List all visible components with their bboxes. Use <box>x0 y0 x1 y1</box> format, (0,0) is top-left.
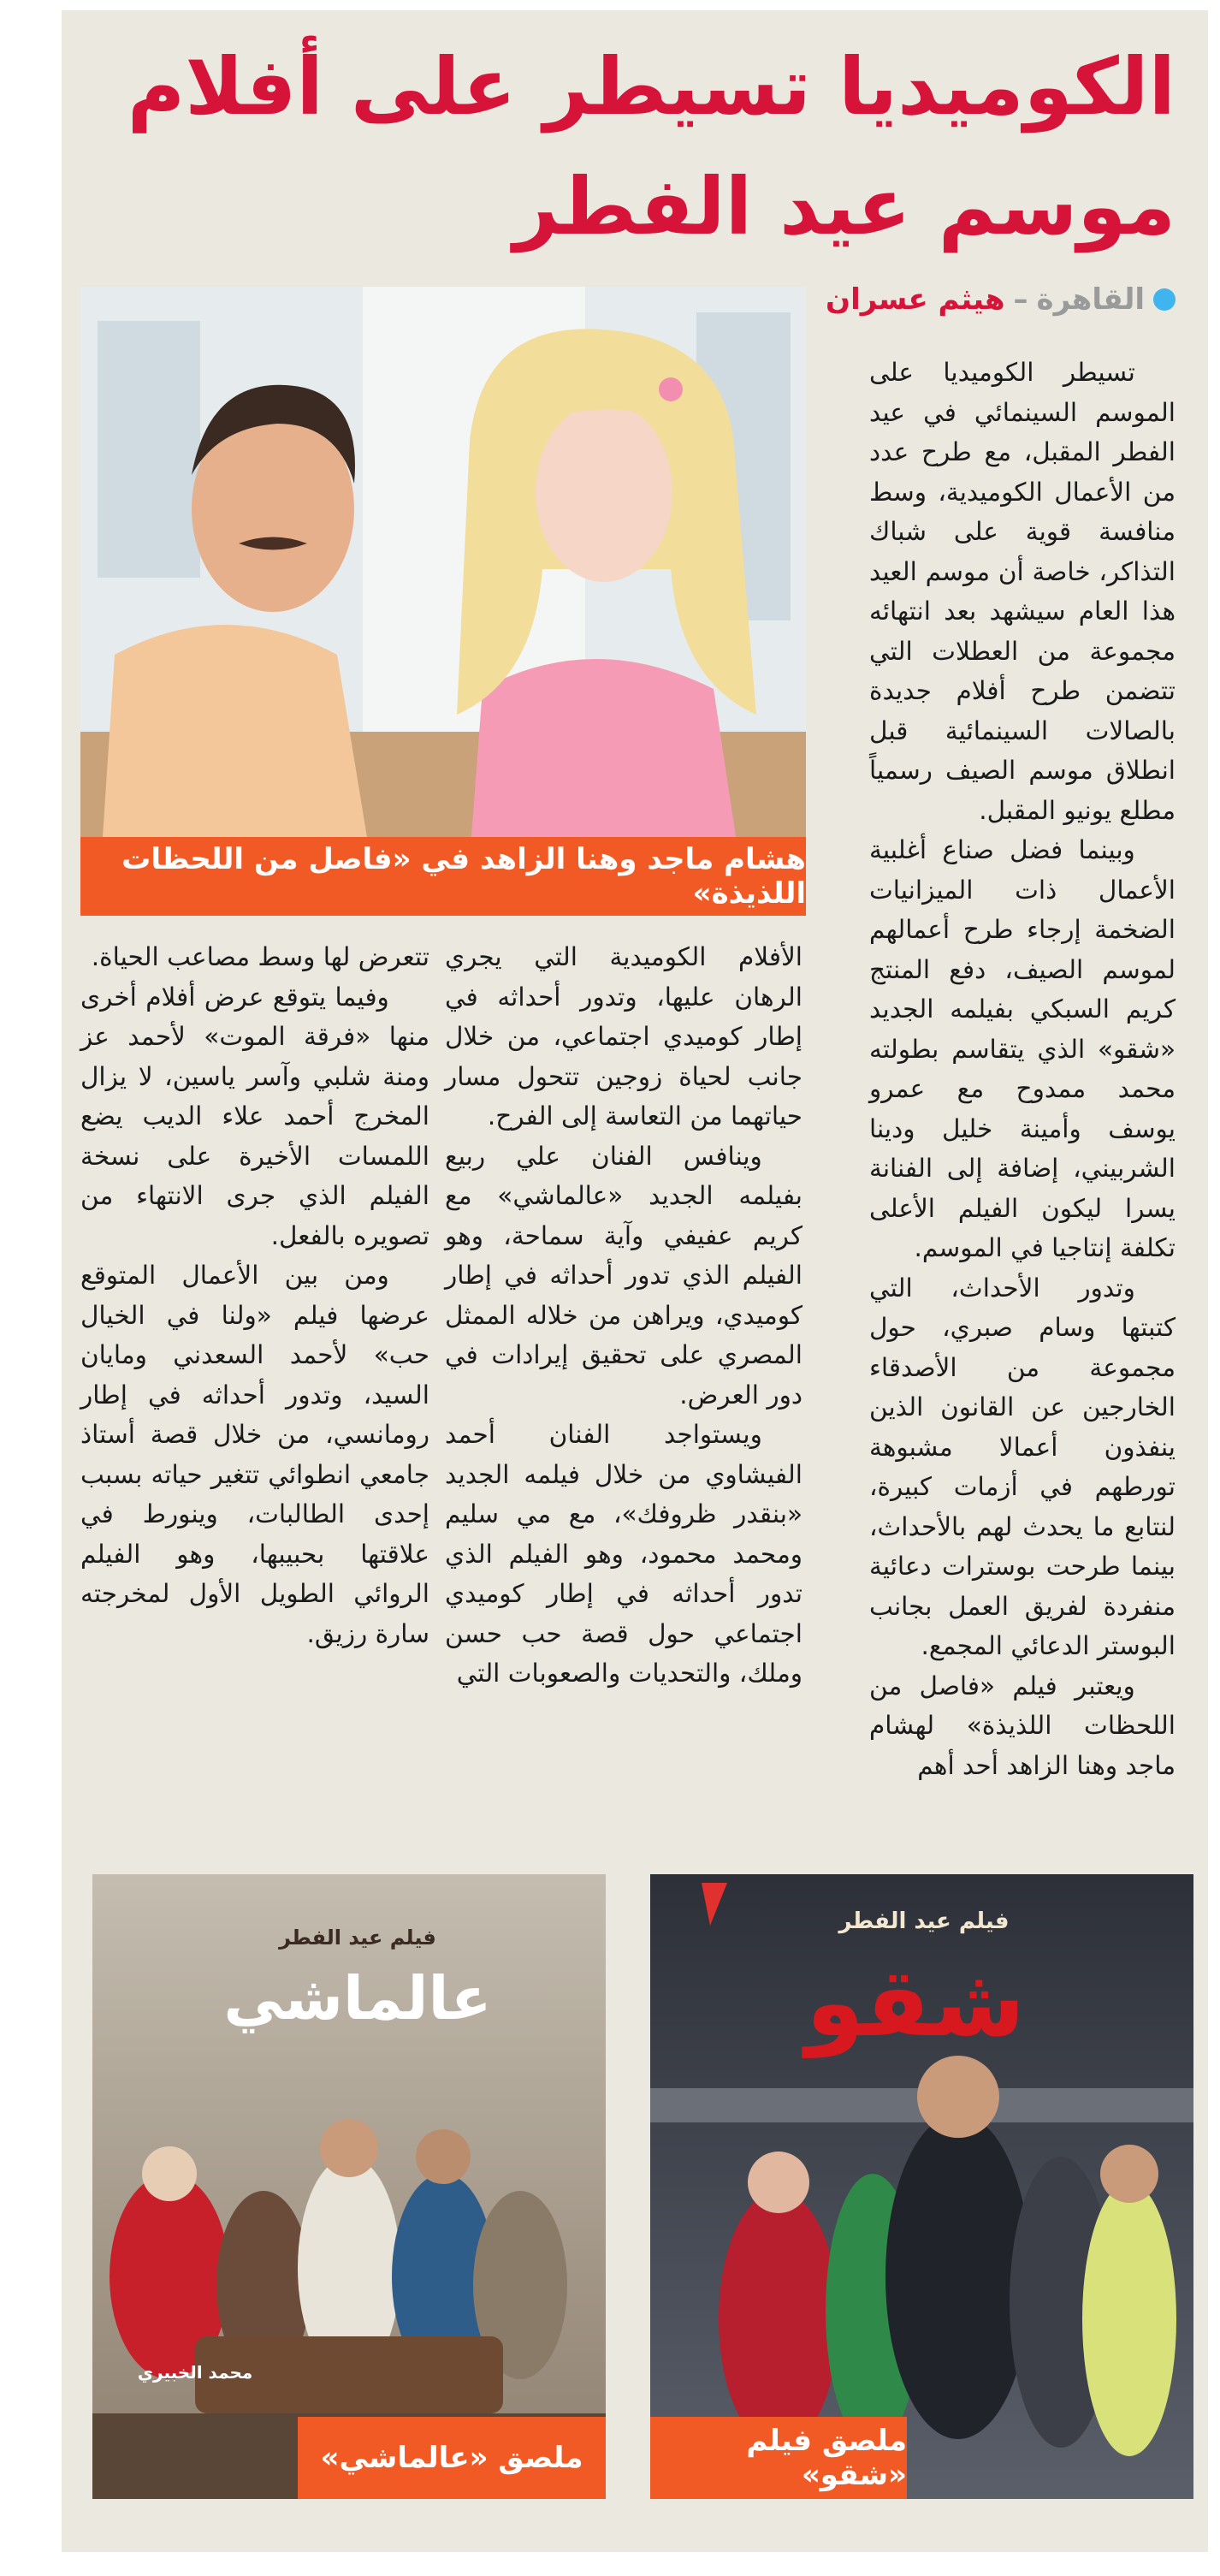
article-column-1 <box>869 353 1176 1785</box>
paragraph: وينافس الفنان علي ربيع بفيلمه الجديد «عالماشي» مع كريم عفيفي وآية سماحة، وهو الفيلم الذي تدور أحداثه في إطار كوميدي، ويراهن من خلاله الممثل المصري على تحقيق إيرادات في دور العرض. <box>445 1141 802 1410</box>
paragraph: تتعرض لها وسط مصاعب الحياة. <box>91 942 429 971</box>
paragraph: ويستواجد الفنان أحمد الفيشاوي من خلال فيلمه الجديد «بنقدر ظروفك»، مع مي سليم ومحمد محمود، وهو الفيلم الذي تدور أحداثه في إطار كوميدي اجتماعي حول قصة حب حسن وملك، والتحديات والصعوبات التي <box>445 1420 802 1688</box>
byline-separator: – <box>1013 282 1028 317</box>
main-photo <box>80 287 806 916</box>
paragraph: ومن بين الأعمال المتوقع عرضها فيلم «ولنا في الخيال حب» لأحمد السعدني ومايان السيد، وتدور أحداثه في إطار رومانسي، من خلال قصة أستاذ جامعي انطوائي تتغير حياته بسبب إحدى الطالبات، وينورط في علاقتها بحبيبها، وهو الفيلم الروائي الطويل الأول لمخرجته سارة رزيق. <box>80 1261 429 1648</box>
byline <box>826 281 1176 318</box>
article-column-2 <box>445 937 802 1694</box>
poster-almashi-title: عالماشي <box>223 1963 492 2033</box>
poster-almashi-tag: فيلم عيد الفطر <box>279 1926 436 1950</box>
poster-almashi-caption: ملصق «عالماشي» <box>298 2417 606 2499</box>
poster-shaqo-caption: ملصق فيلم «شقو» <box>650 2417 907 2499</box>
byline-city: القاهرة <box>1036 282 1145 317</box>
poster-shaqo <box>650 1874 1193 2499</box>
main-photo-caption: هشام ماجد وهنا الزاهد في «فاصل من اللحظات اللذيذة» <box>80 837 806 916</box>
headline-line-1: الكوميديا تسيطر على أفلام <box>127 41 1176 133</box>
paragraph: وتدور الأحداث، التي كتبتها وسام صبري، حول مجموعة من الأصدقاء الخارجين عن القانون الذين ينفذون أعمالا مشبوهة تورطهم في أزمات كبيرة، لنتابع ما يحدث لهم بالأحداث، بينما طرحت بوسترات دعائية منفردة لفريق العمل بجانب البوستر الدعائي المجمع. <box>869 1273 1176 1660</box>
paragraph: تسيطر الكوميديا على الموسم السينمائي في عيد الفطر المقبل، مع طرح عدد من الأعمال الكوميدية، وسط منافسة قوية على شباك التذاكر، خاصة أن موسم العيد هذا العام سيشهد بعد انتهائه مجموعة من العطلات التي تتضمن طرح أفلام جديدة بالصالات السينمائية قبل انطلاق موسم الصيف رسمياً مطلع يونيو المقبل. <box>869 358 1176 825</box>
article-column-3 <box>80 937 429 1653</box>
bullet-dot-icon <box>1153 288 1176 311</box>
paragraph: وبينما فضل صناع أغلبية الأعمال ذات الميزانيات الضخمة إرجاء طرح أعمالهم لموسم الصيف، دفع المنتج كريم السبكي بفيلمه الجديد «شقو» الذي يتقاسم بطولته محمد ممدوح مع عمرو يوسف وأمينة خليل ودينا الشربيني، إضافة إلى الفنانة يسرا ليكون الفيلم الأعلى تكلفة إنتاجيا في الموسم. <box>869 835 1176 1262</box>
paragraph: الأفلام الكوميدية التي يجري الرهان عليها، وتدور أحداثه في إطار كوميدي اجتماعي، من خلال جانب لحياة زوجين تتحول مسار حياتهما من التعاسة إلى الفرح. <box>445 942 802 1131</box>
poster-shaqo-title: شقو <box>805 1948 1026 2057</box>
main-photo-illustration <box>80 287 806 916</box>
poster-almashi-director: محمد الخبيري <box>137 2362 253 2383</box>
paragraph: وفيما يتوقع عرض أفلام أخرى منها «فرقة الموت» لأحمد عز ومنة شلبي وآسر ياسين، لا يزال المخرج أحمد علاء الديب يضع اللمسات الأخيرة على نسخة الفيلم الذي جرى الانتهاء من تصويره بالفعل. <box>80 982 429 1250</box>
headline-line-2: موسم عيد الفطر <box>512 161 1176 252</box>
poster-almashi <box>92 1874 606 2499</box>
byline-author: هيثم عسران <box>826 282 1005 317</box>
paragraph: ويعتبر فيلم «فاصل من اللحظات اللذيذة» لهشام ماجد وهنا الزاهد أحد أهم <box>869 1671 1176 1780</box>
poster-shaqo-tag: فيلم عيد الفطر <box>838 1908 1010 1934</box>
headline <box>123 27 1176 267</box>
